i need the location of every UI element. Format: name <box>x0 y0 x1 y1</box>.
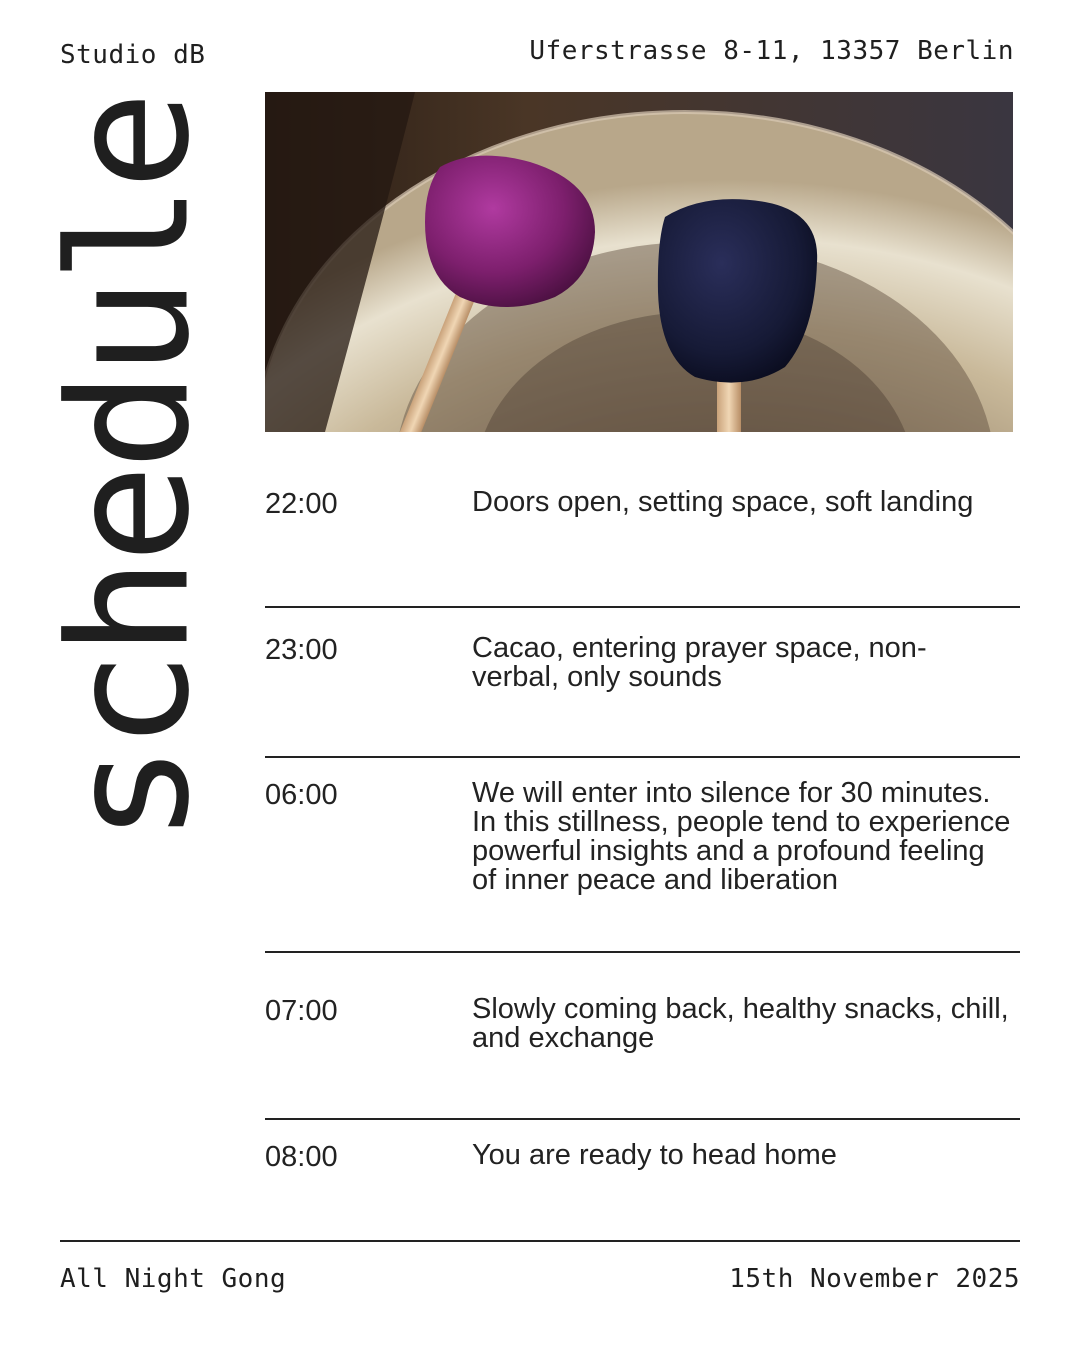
venue-address: Uferstrasse 8-11, 13357 Berlin <box>529 36 1014 66</box>
studio-name: Studio dB <box>60 40 206 70</box>
schedule-description: Slowly coming back, healthy snacks, chill, and exchange <box>472 993 1009 1054</box>
schedule-description: Doors open, setting space, soft landing <box>472 486 974 518</box>
footer-divider <box>60 1240 1020 1242</box>
event-name: All Night Gong <box>60 1264 287 1294</box>
schedule-description: We will enter into silence for 30 minutes. In this stillness, people tend to experience powerful insights and a profound feeling of inner peace and liberation <box>472 777 1011 896</box>
navy-mallet-icon <box>658 199 817 382</box>
schedule-time: 06:00 <box>265 779 338 811</box>
gong-mallets-photo <box>265 92 1013 432</box>
schedule-time: 08:00 <box>265 1141 338 1173</box>
event-date: 15th November 2025 <box>729 1264 1020 1294</box>
schedule-description: Cacao, entering prayer space, non-verbal, only sounds <box>472 632 927 693</box>
schedule-time: 22:00 <box>265 488 338 520</box>
schedule-time: 23:00 <box>265 634 338 666</box>
page-title: schedule <box>33 96 226 844</box>
schedule-time: 07:00 <box>265 995 338 1027</box>
divider <box>265 1118 1020 1120</box>
divider <box>265 606 1020 608</box>
divider <box>265 756 1020 758</box>
schedule-description: You are ready to head home <box>472 1139 837 1171</box>
divider <box>265 951 1020 953</box>
gong-photo-illustration <box>265 92 1013 432</box>
